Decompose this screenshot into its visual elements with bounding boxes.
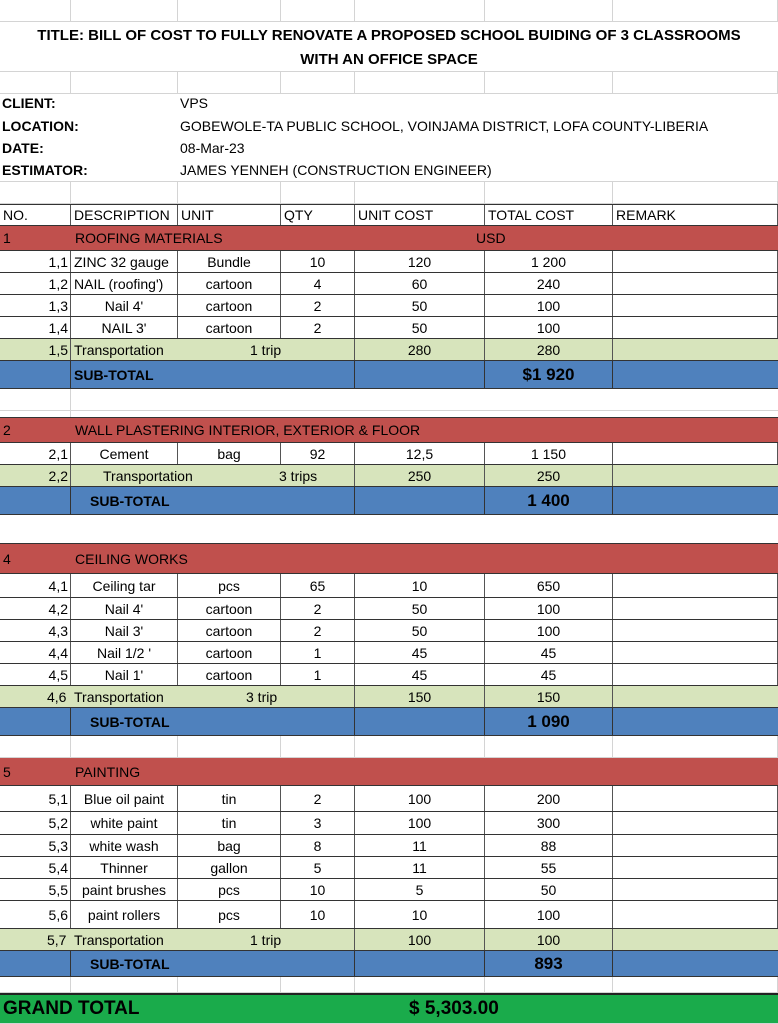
item-total-cost: 300 [485,812,613,834]
item-unit: pcs [178,879,281,900]
section-title: ROOFING MATERIALS [75,230,223,246]
grid-row [0,977,778,993]
item-remark [613,901,778,928]
item-unit-cost: 100 [355,786,485,811]
grand-total-row [0,993,778,1024]
col-total-cost: TOTAL COST [485,205,613,225]
item-unit: tin [178,786,281,811]
item-no: 5,7 [47,931,67,948]
transport-description: Transportation [74,341,164,358]
page-subtitle: WITH AN OFFICE SPACE [300,51,478,68]
item-qty: 1 [281,642,355,663]
item-remark [613,574,778,597]
item-qty: 2 [281,620,355,641]
item-remark [613,273,778,294]
item-total-cost: 650 [485,574,613,597]
item-unit: cartoon [178,273,281,294]
item-remark [613,664,778,685]
item-description: white wash [71,835,178,856]
grand-total-value: $ 5,303.00 [409,998,499,1019]
table-row [0,574,778,598]
item-total-cost: 240 [485,273,613,294]
item-unit-cost: 120 [355,251,485,272]
item-no: 1,5 [0,339,71,360]
item-qty: 2 [281,317,355,338]
item-total-cost: 100 [485,295,613,316]
item-description: Nail 4' [71,598,178,619]
item-remark [613,835,778,856]
item-no: 5,5 [0,879,71,900]
item-remark [613,317,778,338]
subtotal-label: SUB-TOTAL [74,366,154,383]
item-no: 2,2 [0,465,71,486]
item-qty: 2 [281,598,355,619]
item-no: 1,2 [0,273,71,294]
currency-label: USD [476,230,506,246]
item-unit: cartoon [178,295,281,316]
item-description: NAIL (roofing') [71,273,178,294]
item-no: 5,3 [0,835,71,856]
subtotal-label: SUB-TOTAL [90,955,170,972]
item-qty: 2 [281,295,355,316]
item-qty: 8 [281,835,355,856]
col-description: DESCRIPTION [71,205,178,225]
col-remark: REMARK [613,205,778,225]
transport-trips: 3 trip [246,688,278,705]
table-row [0,835,778,857]
item-no: 1,1 [0,251,71,272]
item-no: 4,5 [0,664,71,685]
item-unit-cost: 280 [355,339,485,360]
item-unit: cartoon [178,664,281,685]
item-remark [613,857,778,878]
col-no: NO. [0,205,71,225]
table-row [0,295,778,317]
item-total-cost: 200 [485,786,613,811]
item-no: 5,1 [0,786,71,811]
item-remark [613,642,778,663]
section-number: 5 [3,763,11,780]
grid-row [0,182,778,204]
transport-description: Transportation [74,931,164,948]
subtotal-row [0,487,778,515]
estimator-label: ESTIMATOR: [2,162,88,178]
item-qty: 5 [281,857,355,878]
location-value: GOBEWOLE-TA PUBLIC SCHOOL, VOINJAMA DISTRICT, LOFA COUNTY-LIBERIA [180,118,709,134]
item-qty: 3 [281,812,355,834]
item-description: paint rollers [71,901,178,928]
item-unit-cost: 50 [355,620,485,641]
item-total-cost: 50 [485,879,613,900]
item-unit: bag [178,443,281,464]
table-row [0,812,778,835]
item-description: NAIL 3' [71,317,178,338]
item-total-cost: 100 [485,620,613,641]
item-description: Ceiling tar [71,574,178,597]
item-unit-cost: 10 [355,901,485,928]
transport-trips: 3 trips [279,467,318,484]
table-row [0,879,778,901]
item-no: 4,6 [47,688,67,705]
item-total-cost: 100 [485,901,613,928]
item-unit-cost: 11 [355,857,485,878]
column-header-row [0,204,778,226]
item-total-cost: 45 [485,664,613,685]
item-description: Cement [71,443,178,464]
section-title: PAINTING [75,763,141,780]
item-total-cost: 100 [485,929,613,950]
item-unit: cartoon [178,620,281,641]
subtotal-row [0,708,778,736]
item-description: Nail 1' [71,664,178,685]
item-unit-cost: 50 [355,295,485,316]
item-total-cost: 1 200 [485,251,613,272]
section-number: 2 [3,422,11,438]
transport-row [0,465,778,487]
transport-trips: 1 trip [250,931,282,948]
section-title: CEILING WORKS [75,550,188,567]
col-unit: UNIT [178,205,281,225]
grid-row [0,411,778,418]
item-no: 4,4 [0,642,71,663]
item-no: 4,2 [0,598,71,619]
item-qty: 10 [281,251,355,272]
item-unit-cost: 60 [355,273,485,294]
item-remark [613,812,778,834]
item-unit-cost: 100 [355,929,485,950]
item-unit: tin [178,812,281,834]
item-unit: bag [178,835,281,856]
item-unit: gallon [178,857,281,878]
table-row [0,317,778,339]
item-description: Nail 4' [71,295,178,316]
section-header-painting [0,758,778,786]
item-unit-cost: 50 [355,598,485,619]
transport-description: Transportation [74,688,164,705]
transport-row [0,686,778,708]
transport-row [0,929,778,951]
item-qty: 1 [281,664,355,685]
estimator-value: JAMES YENNEH (CONSTRUCTION ENGINEER) [180,162,492,178]
item-remark [613,786,778,811]
client-label: CLIENT: [2,95,56,111]
item-remark [613,251,778,272]
item-total-cost: 150 [485,686,613,707]
transport-row [0,339,778,361]
item-unit-cost: 250 [355,465,485,486]
section-header-ceiling [0,544,778,574]
table-row [0,664,778,686]
item-unit: Bundle [178,251,281,272]
item-unit: cartoon [178,642,281,663]
subtotal-row [0,951,778,977]
item-unit-cost: 12,5 [355,443,485,464]
item-remark [613,620,778,641]
transport-description: Transportation [103,467,193,484]
item-no: 5,2 [0,812,71,834]
item-qty: 10 [281,901,355,928]
table-row [0,857,778,879]
item-remark [613,598,778,619]
item-unit-cost: 100 [355,812,485,834]
item-qty: 2 [281,786,355,811]
grand-total-label: GRAND TOTAL [3,998,140,1019]
grid-row [0,389,778,411]
subtotal-label: SUB-TOTAL [90,492,170,509]
item-unit-cost: 11 [355,835,485,856]
item-qty: 92 [281,443,355,464]
item-total-cost: 280 [485,339,613,360]
item-description: Nail 1/2 ' [71,642,178,663]
item-no: 5,6 [0,901,71,928]
item-description: white paint [71,812,178,834]
subtotal-label: SUB-TOTAL [90,713,170,730]
subtotal-value: 1 400 [485,487,613,514]
item-unit-cost: 45 [355,642,485,663]
item-total-cost: 1 150 [485,443,613,464]
item-total-cost: 55 [485,857,613,878]
client-value: VPS [180,95,209,111]
item-no: 1,3 [0,295,71,316]
item-remark [613,295,778,316]
section-number: 4 [3,550,11,567]
table-row [0,642,778,664]
item-unit-cost: 50 [355,317,485,338]
item-description: Thinner [71,857,178,878]
item-unit: pcs [178,574,281,597]
table-row [0,620,778,642]
item-description: paint brushes [71,879,178,900]
item-no: 2,1 [0,443,71,464]
table-row [0,443,778,465]
grid-row [0,736,778,758]
item-no: 1,4 [0,317,71,338]
item-total-cost: 100 [485,598,613,619]
item-unit-cost: 150 [355,686,485,707]
table-row [0,598,778,620]
item-remark [613,443,778,464]
section-header-wall [0,418,778,443]
item-description: Blue oil paint [71,786,178,811]
item-no: 4,3 [0,620,71,641]
table-row [0,251,778,273]
item-description: ZINC 32 gauge [71,251,178,272]
item-no: 5,4 [0,857,71,878]
item-remark [613,879,778,900]
table-row [0,786,778,812]
col-unit-cost: UNIT COST [355,205,485,225]
table-row [0,273,778,295]
item-unit-cost: 5 [355,879,485,900]
col-qty: QTY [281,205,355,225]
item-total-cost: 250 [485,465,613,486]
item-unit-cost: 10 [355,574,485,597]
grid-row [0,515,778,544]
item-total-cost: 45 [485,642,613,663]
section-title: WALL PLASTERING INTERIOR, EXTERIOR & FLOOR [75,422,421,438]
date-label: DATE: [2,140,44,156]
transport-trips: 1 trip [250,341,282,358]
item-unit: pcs [178,901,281,928]
subtotal-value: 893 [485,951,613,976]
grid-row [0,72,778,94]
item-qty: 65 [281,574,355,597]
grid-row [0,0,778,22]
table-row [0,901,778,929]
subtotal-value: $1 920 [485,361,613,388]
subtotal-value: 1 090 [485,708,613,735]
item-unit: cartoon [178,317,281,338]
date-value: 08-Mar-23 [180,140,245,156]
item-total-cost: 100 [485,317,613,338]
item-qty: 4 [281,273,355,294]
item-total-cost: 88 [485,835,613,856]
item-unit-cost: 45 [355,664,485,685]
page-title: TITLE: BILL OF COST TO FULLY RENOVATE A PROPOSED SCHOOL BUIDING OF 3 CLASSROOMS [37,27,741,44]
location-label: LOCATION: [2,118,79,134]
section-number: 1 [3,230,11,246]
item-no: 4,1 [0,574,71,597]
item-unit: cartoon [178,598,281,619]
item-description: Nail 3' [71,620,178,641]
item-qty: 10 [281,879,355,900]
section-header-roofing [0,226,778,251]
subtotal-row [0,361,778,389]
